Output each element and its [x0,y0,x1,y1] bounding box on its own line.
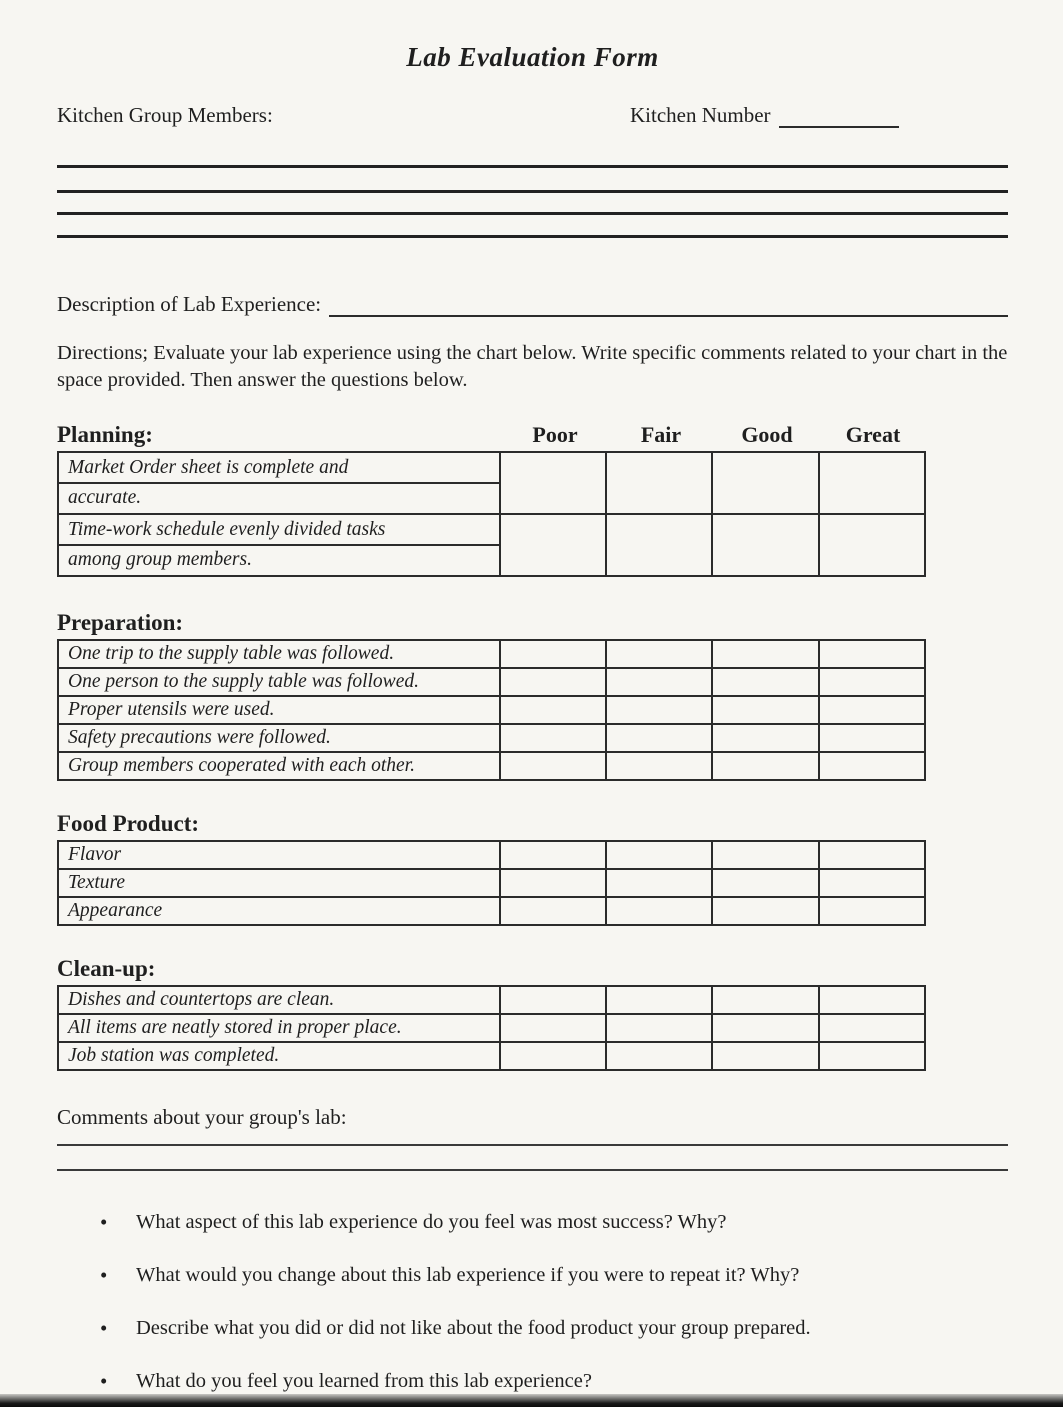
rating-cell-fair [606,841,712,869]
rating-cell-good [712,696,818,724]
rating-cell-poor [500,640,606,668]
criterion-row [58,869,925,897]
form-header-row [57,103,1008,130]
criterion-label: Flavor [58,841,500,869]
rating-cell-fair [606,668,712,696]
rating-cell-good [712,752,818,780]
directions-text: Directions; Evaluate your lab experience using the chart below. Write specific comments related to your chart in the space provided. Then answer the questions below. [57,342,1008,391]
rating-cell-fair [606,752,712,780]
rating-header-great: Great [845,422,901,447]
rating-cell-fair [606,1014,712,1042]
rating-cell-poor [500,752,606,780]
bullet-icon: • [100,1316,108,1340]
comments-label: Comments about your group's lab: [57,1105,347,1129]
rating-header-good: Good [741,422,793,447]
criterion-label: Safety precautions were followed. [58,724,500,752]
comments-write-line [57,1130,1008,1146]
criterion-row [58,752,925,780]
rating-header-row [57,422,926,448]
rating-cell-fair [606,897,712,925]
rating-cell-fair [606,986,712,1014]
rating-header-fair: Fair [640,422,682,447]
rating-cell-good [712,452,818,514]
rating-cell-good [712,668,818,696]
rating-cell-poor [500,668,606,696]
criterion-label: Appearance [58,897,500,925]
rating-cell-good [712,1042,818,1070]
criterion-row [58,724,925,752]
preparation-table [57,639,926,781]
criterion-label: Texture [58,869,500,897]
criterion-row [58,1014,925,1042]
description-row [57,292,1008,317]
criterion-label: One trip to the supply table was followed. [58,640,500,668]
rating-cell-poor [500,696,606,724]
criterion-label-line1: Time-work schedule evenly divided tasks [59,517,499,546]
member-name-line [57,193,1008,215]
rating-cell-great [819,897,925,925]
rating-header-poor: Poor [532,422,578,447]
rating-cell-great [819,841,925,869]
question-text: What aspect of this lab experience do you feel was most success? Why? [136,1211,727,1233]
rating-cell-great [819,696,925,724]
rating-cell-great [819,1014,925,1042]
criterion-label: Dishes and countertops are clean. [58,986,500,1014]
questions-list [57,1209,1008,1394]
question-item [57,1262,1008,1288]
criterion-row [58,668,925,696]
bullet-icon: • [100,1263,108,1287]
rating-cell-good [712,724,818,752]
rating-cell-poor [500,897,606,925]
bullet-icon: • [100,1210,108,1234]
rating-cell-great [819,724,925,752]
rating-cell-poor [500,841,606,869]
criterion-row [58,986,925,1014]
criterion-row [58,897,925,925]
scan-edge-artifact [0,1394,1063,1407]
section-title-planning: Planning: [57,422,153,447]
rating-cell-fair [606,452,712,514]
rating-cell-great [819,514,925,576]
rating-cell-poor [500,452,606,514]
rating-cell-poor [500,1014,606,1042]
rating-cell-fair [606,1042,712,1070]
planning-table [57,451,926,577]
rating-cell-great [819,1042,925,1070]
criterion-label: Proper utensils were used. [58,696,500,724]
rating-cell-great [819,452,925,514]
criterion-label: Job station was completed. [58,1042,500,1070]
criterion-label-line2: among group members. [68,549,252,570]
question-item [57,1368,1008,1394]
description-blank-line [329,295,1008,317]
description-label: Description of Lab Experience: [57,292,322,316]
section-title-food-product: Food Product: [57,811,200,836]
member-name-line [57,168,1008,193]
rating-cell-great [819,668,925,696]
rating-cell-poor [500,724,606,752]
question-text: What do you feel you learned from this lab experience? [136,1370,592,1392]
rating-cell-fair [606,640,712,668]
group-members-label: Kitchen Group Members: [57,103,273,127]
criterion-label-line1: Market Order sheet is complete and [59,455,499,484]
criterion-row [58,1042,925,1070]
rating-cell-good [712,640,818,668]
criterion-label: All items are neatly stored in proper place. [58,1014,500,1042]
criterion-label [58,514,500,576]
rating-cell-poor [500,986,606,1014]
rating-cell-poor [500,869,606,897]
criterion-row [58,841,925,869]
rating-cell-good [712,897,818,925]
group-members-write-area [57,150,1008,238]
member-name-line [57,215,1008,238]
rating-cell-good [712,514,818,576]
criterion-label: Group members cooperated with each other. [58,752,500,780]
question-item [57,1315,1008,1341]
criterion-label [58,452,500,514]
question-item [57,1209,1008,1235]
comments-write-line [57,1146,1008,1171]
member-name-line [57,150,1008,168]
criterion-row [58,640,925,668]
criterion-row [58,696,925,724]
question-text: Describe what you did or did not like about the food product your group prepared. [136,1317,811,1339]
clean-up-table [57,985,926,1071]
rating-cell-great [819,752,925,780]
rating-cell-fair [606,514,712,576]
rating-cell-good [712,986,818,1014]
rating-cell-fair [606,869,712,897]
criterion-label: One person to the supply table was followed. [58,668,500,696]
rating-cell-great [819,869,925,897]
kitchen-number-label: Kitchen Number [630,103,771,127]
kitchen-number-blank [779,108,899,128]
page-title: Lab Evaluation Form [406,42,659,72]
rating-cell-fair [606,696,712,724]
criterion-row [58,514,925,576]
criterion-row [58,452,925,514]
kitchen-number-field [630,103,899,128]
rating-cell-fair [606,724,712,752]
rating-cell-good [712,869,818,897]
rating-cell-poor [500,514,606,576]
rating-cell-good [712,841,818,869]
food-product-table [57,840,926,926]
section-title-preparation: Preparation: [57,610,184,635]
rating-cell-great [819,986,925,1014]
bullet-icon: • [100,1369,108,1393]
rating-cell-poor [500,1042,606,1070]
question-text: What would you change about this lab experience if you were to repeat it? Why? [136,1264,800,1286]
rating-cell-great [819,640,925,668]
section-title-clean-up: Clean-up: [57,956,156,981]
criterion-label-line2: accurate. [68,487,142,508]
rating-cell-good [712,1014,818,1042]
